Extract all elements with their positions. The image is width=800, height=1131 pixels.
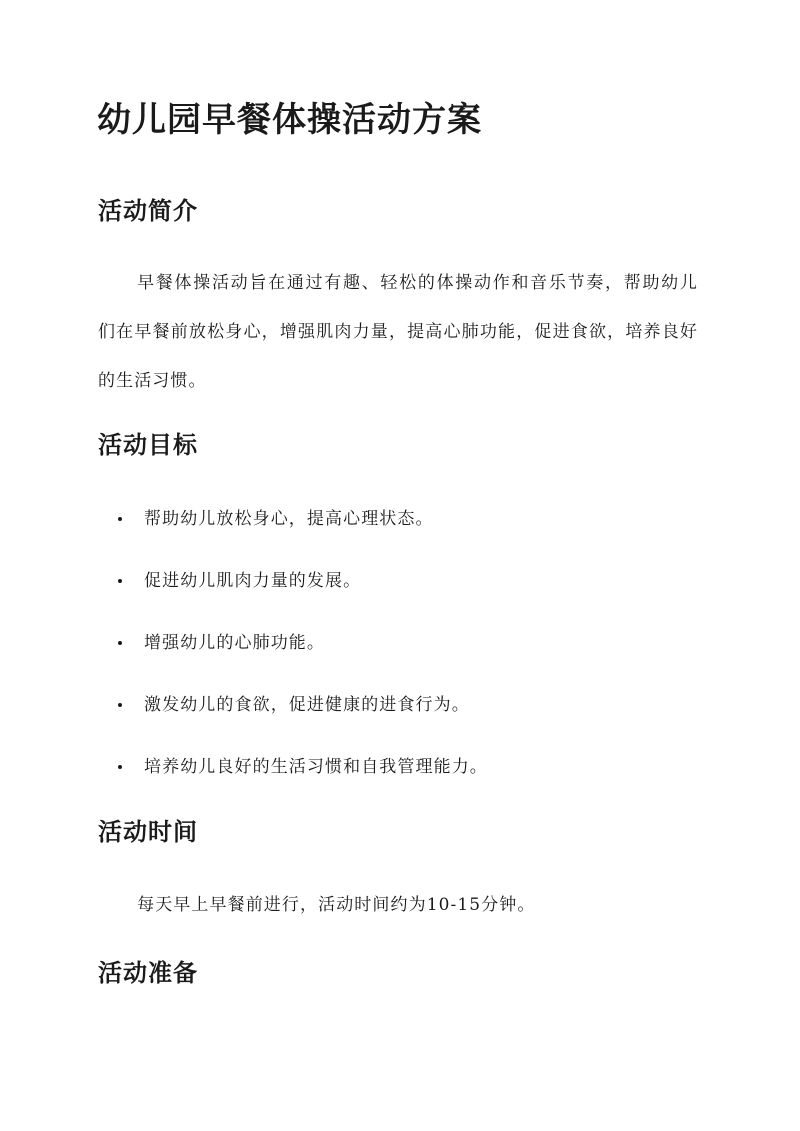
goal-text: 激发幼儿的食欲，促进健康的进食行为。 (144, 695, 470, 715)
goal-text: 培养幼儿良好的生活习惯和自我管理能力。 (144, 757, 488, 777)
goal-text: 促进幼儿肌肉力量的发展。 (144, 571, 362, 591)
section-heading-time: 活动时间 (98, 817, 198, 846)
goals-list (118, 496, 678, 806)
section-heading-goals: 活动目标 (98, 430, 198, 459)
bullet-icon (118, 765, 122, 769)
time-paragraph: 每天早上早餐前进行，活动时间约为10-15分钟。 (137, 895, 536, 915)
goal-list-item (118, 620, 678, 682)
bullet-icon (118, 641, 122, 645)
goal-list-item (118, 496, 678, 558)
goal-text: 帮助幼儿放松身心，提高心理状态。 (144, 509, 434, 529)
goal-list-item (118, 744, 678, 806)
goal-text: 增强幼儿的心肺功能。 (144, 633, 325, 653)
goal-list-item (118, 682, 678, 744)
section-heading-intro: 活动简介 (98, 196, 198, 225)
goal-list-item (118, 558, 678, 620)
bullet-icon (118, 703, 122, 707)
intro-paragraph: 早餐体操活动旨在通过有趣、轻松的体操动作和音乐节奏，帮助幼儿们在早餐前放松身心，增强肌肉力量，提高心肺功能，促进食欲，培养良好的生活习惯。 (98, 273, 698, 391)
bullet-icon (118, 579, 122, 583)
section-heading-preparation: 活动准备 (98, 958, 198, 987)
document-title: 幼儿园早餐体操活动方案 (97, 100, 482, 140)
bullet-icon (118, 517, 122, 521)
